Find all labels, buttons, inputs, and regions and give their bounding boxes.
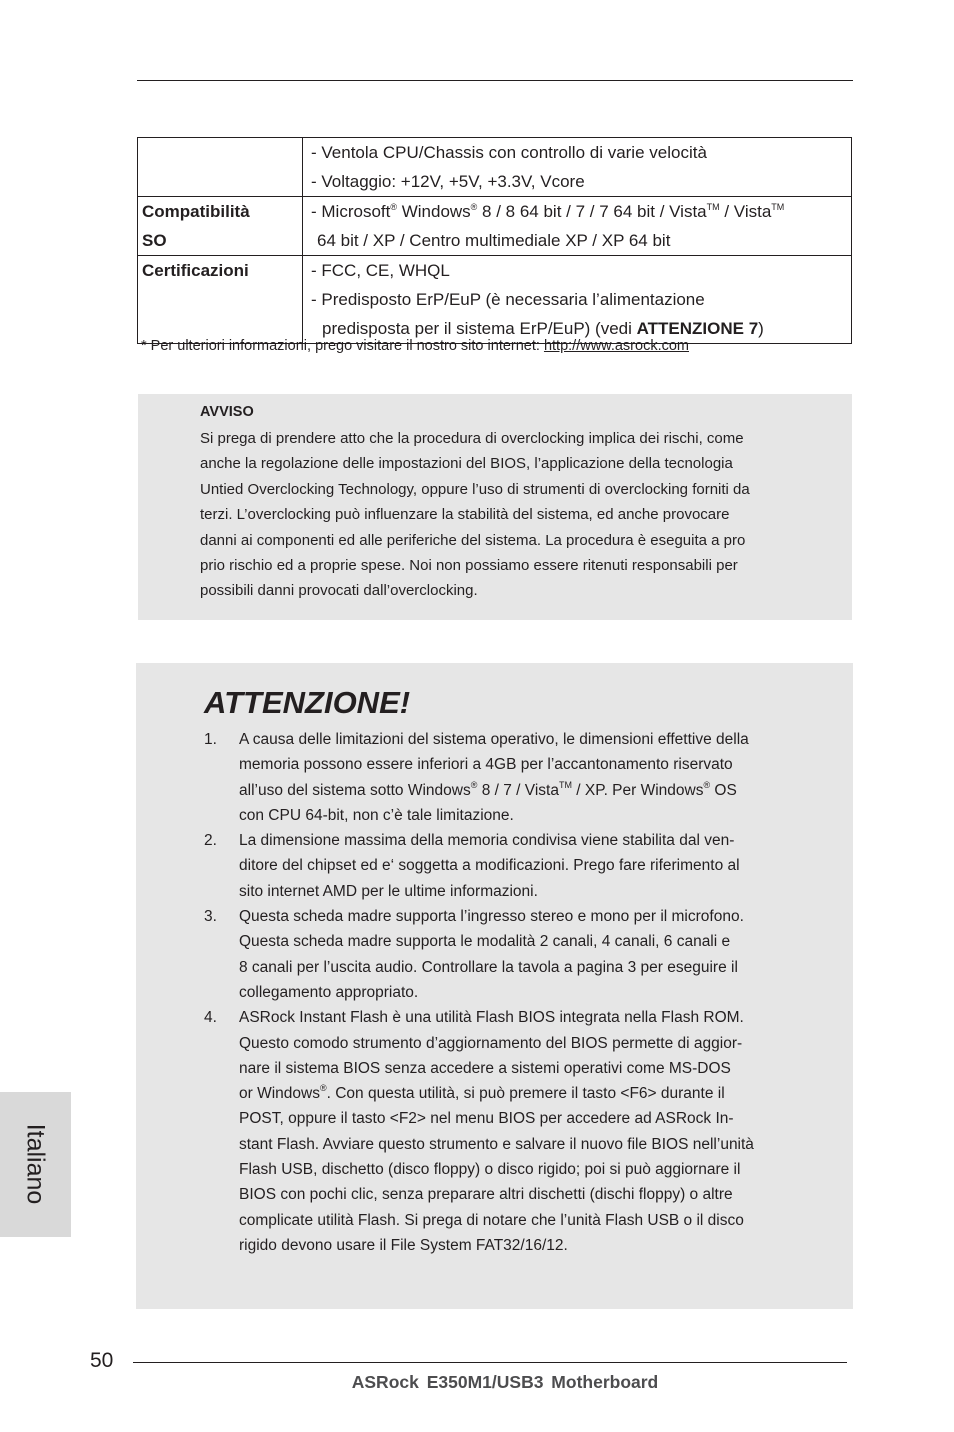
warning-line: prio rischio ed a proprie spese. Noi non possiamo essere ritenuti responsabili per [200, 557, 738, 575]
spec-row-label [138, 138, 303, 197]
warning-line: Si prega di prendere atto che la procedura di overclocking implica dei rischi, come [200, 430, 744, 447]
warning-text [200, 426, 840, 604]
attention-item: 2. La dimensione massima della memoria condivisa viene stabilita dal ven- ditore del chipset ed e‘ soggetta a modificazioni. Prego fare riferimento al sito internet AMD per le ultime informazioni. [204, 828, 754, 904]
spec-row-cert [138, 256, 852, 344]
top-rule [137, 80, 853, 81]
footer-title: ASRock E350M1/USB3 Motherboard [351, 1372, 659, 1392]
item-number: 2. [204, 832, 217, 850]
spec-table [137, 137, 852, 344]
warning-title: AVVISO [200, 404, 254, 420]
spec-line: - Voltaggio: +12V, +5V, +3.3V, Vcore [311, 172, 585, 191]
footnote: * Per ulteriori informazioni, prego visitare il nostro sito internet: http://www.asrock.com [141, 338, 689, 354]
spec-line: - Predisposto ErP/EuP (è necessaria l’alimentazione [311, 290, 705, 309]
warning-line: anche la regolazione delle impostazioni del BIOS, l’applicazione della tecnologia [200, 455, 733, 473]
attention-item: 1. A causa delle limitazioni del sistema operativo, le dimensioni effettive della memoria possono essere inferiori a 4GB per l’accantonamento riservato all’uso del sistema sotto Windows® 8 / 7 / Vista™ / XP. Per Windows® OS con CPU 64-bit, non c’è tale limitazione. [204, 727, 754, 828]
spec-line: 64 bit / XP / Centro multimediale XP / XP 64 bit [317, 231, 671, 250]
language-tab-label: Italiano [21, 1123, 50, 1205]
spec-row-fan [138, 138, 852, 197]
warning-line: possibili danni provocati dall’overclocking. [200, 582, 478, 600]
spec-label-line: SO [142, 231, 167, 250]
warning-box [138, 394, 852, 620]
spec-row-value [303, 138, 852, 197]
spec-row-label [138, 197, 303, 256]
language-tab [0, 1092, 71, 1237]
warning-line: terzi. L’overclocking può influenzare la stabilità del sistema, ed anche provocare [200, 506, 730, 524]
warning-line: Untied Overclocking Technology, oppure l’uso di strumenti di overclocking forniti da [200, 480, 750, 498]
spec-line: - FCC, CE, WHQL [311, 261, 450, 280]
item-number: 3. [204, 908, 217, 926]
attention-item: 3. Questa scheda madre supporta l’ingresso stereo e mono per il microfono. Questa scheda madre supporta le modalità 2 canali, 4 canali, 6 canali e 8 canali per l’uscita audio. Controllare la tavola a pagina 3 per eseguire il collegamento appropriato. [204, 904, 754, 1005]
spec-line: - Ventola CPU/Chassis con controllo di varie velocità [311, 143, 707, 162]
attention-box [136, 663, 853, 1309]
attention-title: ATTENZIONE! [204, 685, 411, 720]
attention-item: 4. ASRock Instant Flash è una utilità Flash BIOS integrata nella Flash ROM. Questo comodo strumento d’aggiornamento del BIOS permette di aggior- nare il sistema BIOS senza accedere a sistemi operativi come MS-DOS or Windows®. Con questa utilità, si può premere il tasto <F6> durante il POST, oppure il tasto <F2> nel menu BIOS per accedere ad ASRock In- stant Flash. Avviare questo strumento e salvare il nuovo file BIOS nell’unità Flash USB, dischetto (disco floppy) o disco rigido; poi si può aggiornare il BIOS con pochi clic, senza preparare altri dischetti (dischi floppy) o altre complicate utilità Flash. Si prega di notare che l’unità Flash USB o il disco rigido devono usare il File System FAT32/16/12. [204, 1005, 754, 1258]
spec-row-value [303, 256, 852, 344]
attention-list [204, 727, 754, 1258]
spec-line: predisposta per il sistema ErP/EuP) (vedi ATTENZIONE 7) [322, 319, 764, 338]
page-number: 50 [90, 1349, 114, 1372]
website-link[interactable]: http://www.asrock.com [543, 338, 689, 354]
spec-line: - Microsoft® Windows® 8 / 8 64 bit / 7 / 7 64 bit / Vista™ / Vista™ [311, 202, 785, 221]
spec-label-line: Certificazioni [142, 261, 249, 280]
spec-row-os [138, 197, 852, 256]
warning-line: danni ai componenti ed alle periferiche del sistema. La procedura è eseguita a pro [200, 531, 746, 549]
spec-row-value [303, 197, 852, 256]
spec-row-label [138, 256, 303, 344]
item-number: 4. [204, 1009, 217, 1027]
spec-label-line: Compatibilità [142, 202, 250, 221]
item-number: 1. [204, 731, 217, 748]
bottom-rule [133, 1362, 847, 1363]
